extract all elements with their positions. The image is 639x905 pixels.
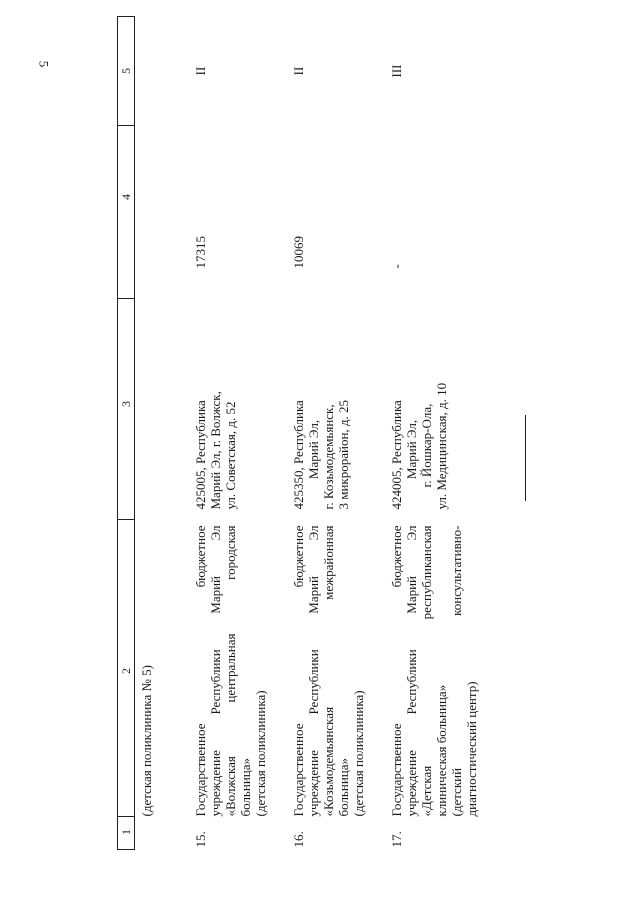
col-header-4: 4: [118, 126, 135, 299]
table-row: [277, 17, 375, 850]
address: 424005, Республика Марий Эл, г. Йошкар-Ола, ул. Медицинская, д. 10: [389, 382, 449, 510]
category-level: II: [193, 66, 208, 76]
row-number: 16.: [291, 831, 306, 848]
category-level: III: [389, 64, 404, 78]
org-name: Государственное бюджетное учреждение Республики Марий Эл «Детская республиканская клиническая больница» (детский консультативно- диагностический центр): [389, 525, 479, 817]
rotated-table-page: [117, 64, 638, 850]
org-name: Государственное бюджетное учреждение Республики Марий Эл «Козьмодемьянская межрайонная больница» (детская поликлиника): [291, 525, 366, 817]
category-level: II: [291, 66, 306, 76]
col-header-1: 1: [118, 817, 135, 850]
table-row-continuation: [135, 17, 180, 850]
col-header-2: 2: [118, 520, 135, 817]
col-header-3: 3: [118, 299, 135, 520]
address: 425005, Республика Марий Эл, г. Волжск, ул. Советская, д. 52: [193, 391, 238, 510]
continuation-text: (детская поликлиника № 5): [139, 665, 154, 817]
table-row: [375, 17, 489, 850]
org-name: Государственное бюджетное учреждение Республики Марий Эл «Волжская центральная городская больница» (детская поликлиника): [193, 525, 268, 817]
column-number-header: [118, 17, 135, 850]
row-number: 17.: [389, 831, 404, 848]
page-number: 5: [36, 60, 52, 68]
address: 425350, Республика Марий Эл, г. Козьмодемьянск, 3 микрорайон, д. 25: [291, 399, 351, 510]
row-number: 15.: [193, 831, 208, 848]
col-header-5: 5: [118, 17, 135, 126]
facilities-table: [117, 16, 489, 850]
attached-population: 10069: [291, 236, 306, 269]
table-row: [179, 17, 277, 850]
end-of-table-line: [525, 415, 526, 501]
attached-population: 17315: [193, 236, 208, 269]
attached-population: -: [389, 264, 404, 269]
